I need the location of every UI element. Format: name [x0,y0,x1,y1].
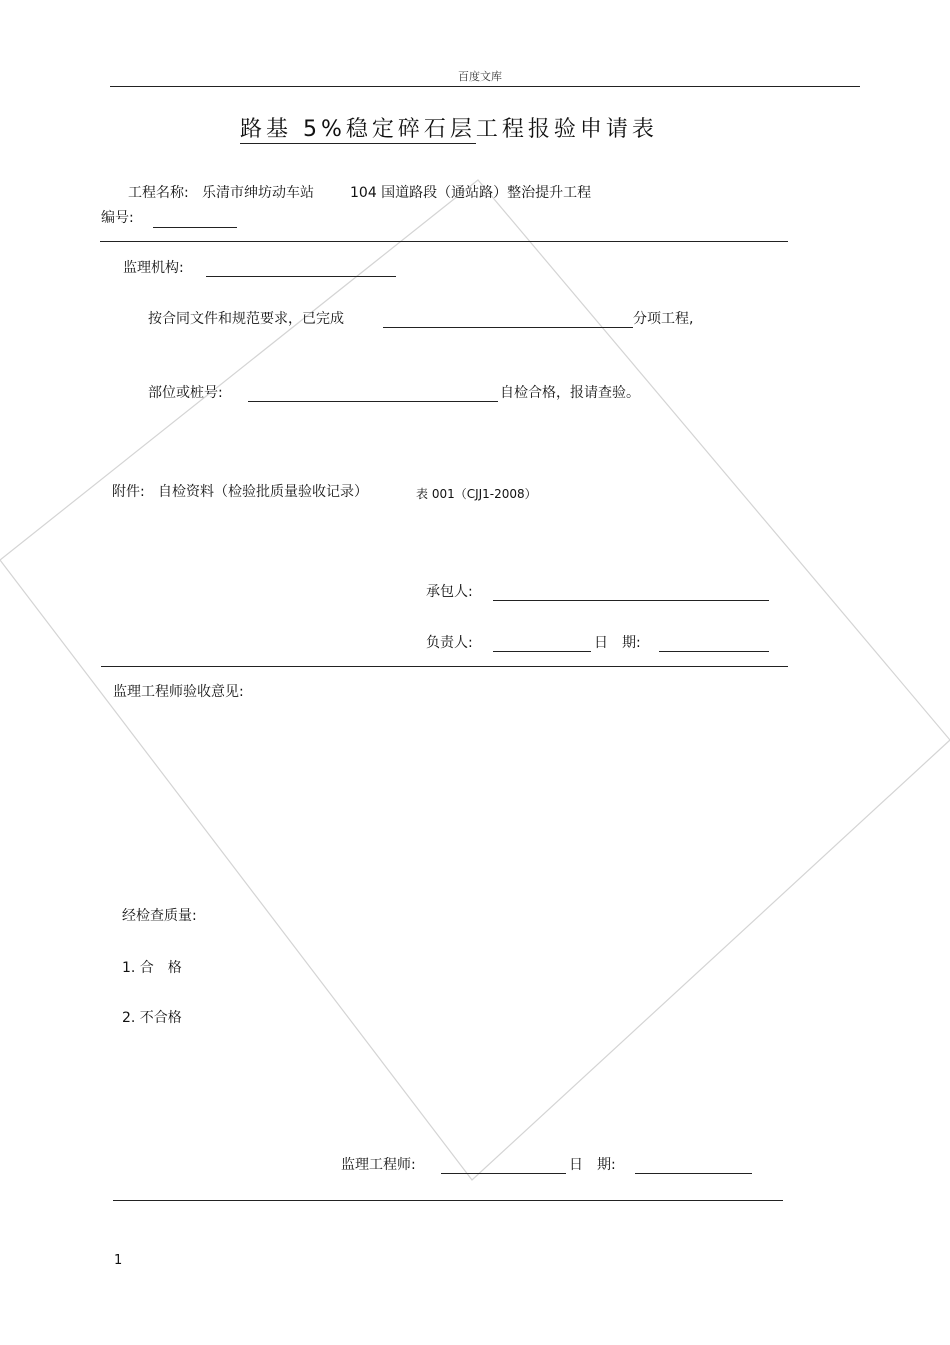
quality-option-pass[interactable]: 1. 合 格 [122,960,182,976]
title-underlined: 路基 5%稳定碎石层 [240,117,476,142]
title-rest: 工程报验申请表 [475,117,658,142]
engineer-opinion-label: 监理工程师验收意见: [113,684,244,700]
section-divider-2 [101,666,788,667]
project-name-part1: 乐清市绅坊动车站 [202,185,314,201]
contractor-label: 承包人: [426,584,473,600]
quality-label: 经检查质量: [122,908,197,924]
responsible-label: 负责人: [426,635,473,651]
engineer-date-field[interactable] [635,1173,752,1174]
section-divider-3 [113,1200,783,1201]
page-number: 1 [114,1253,123,1268]
header-site-name: 百度文库 [458,70,502,83]
project-name-part2: 104 国道路段（通站路）整治提升工程 [350,185,592,201]
location-label: 部位或桩号: [148,385,223,401]
header-rule [110,86,860,87]
attachment-table-ref: 表 001（CJJ1-2008） [416,487,537,501]
supervision-org-field[interactable] [206,276,396,277]
location-field[interactable] [248,401,498,402]
number-label: 编号: [101,210,134,226]
contractor-field[interactable] [493,600,769,601]
contractor-date-label: 日 期: [594,635,641,651]
completion-prefix: 按合同文件和规范要求，已完成 [148,311,344,327]
engineer-label: 监理工程师: [341,1157,416,1173]
quality-option-fail[interactable]: 2. 不合格 [122,1010,182,1026]
attachment-desc: 自检资料（检验批质量验收记录） [158,484,368,500]
contractor-date-field[interactable] [659,651,769,652]
page-title [240,115,658,145]
section-divider-1 [100,241,788,242]
number-field[interactable] [153,227,237,228]
engineer-date-label: 日 期: [569,1157,616,1173]
completion-suffix: 分项工程, [633,311,694,327]
engineer-signature-field[interactable] [441,1173,566,1174]
project-label: 工程名称: [128,185,189,201]
attachment-label: 附件: [112,484,145,500]
responsible-field[interactable] [493,651,591,652]
subproject-field[interactable] [383,327,633,328]
location-suffix: 自检合格，报请查验。 [500,385,640,401]
supervision-org-label: 监理机构: [123,260,184,276]
